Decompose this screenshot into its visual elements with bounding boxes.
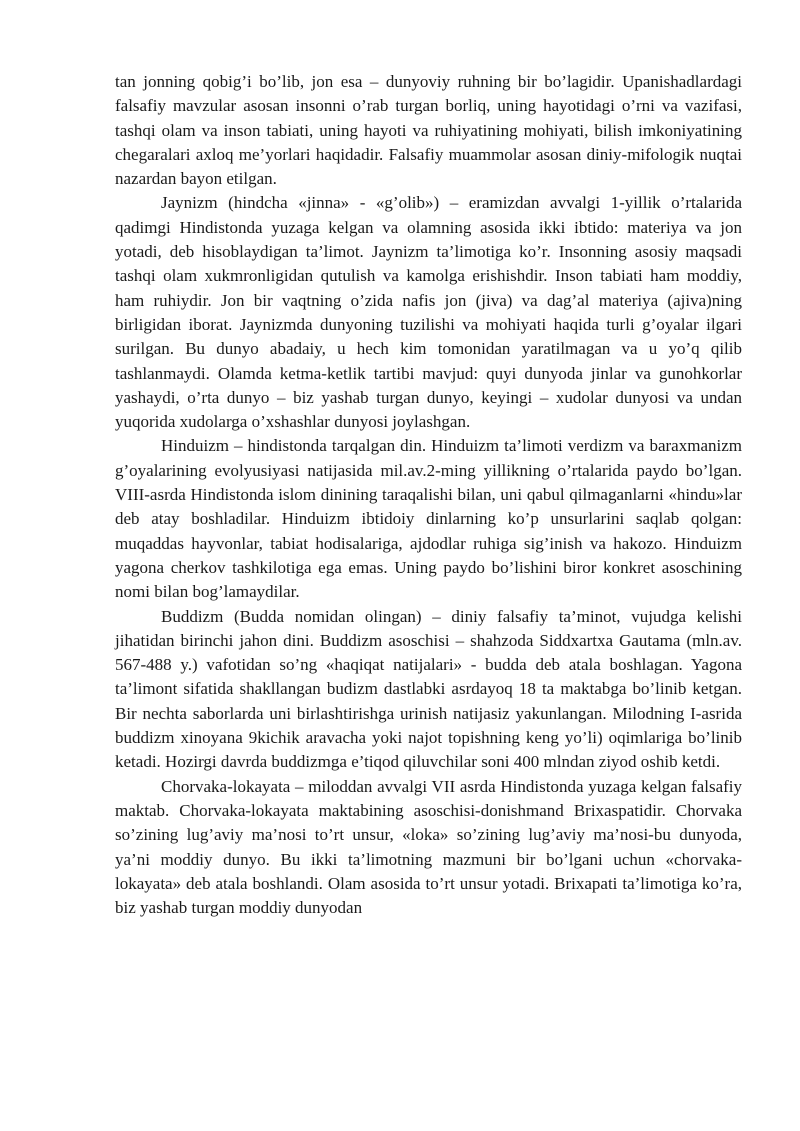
paragraph-charvaka-lokayata: Chorvaka-lokayata – miloddan avvalgi VII asrda Hindistonda yuzaga kelgan falsafiy maktab. Chorvaka-lokayata maktabining asoschisi-donishmand Brixaspatidir. Chorvaka so’zining lug’aviy ma’nosi to’rt unsur, «loka» so’zining lug’aviy ma’nosi-bu dunyoda, ya’ni moddiy dunyo. Bu ikki ta’limotning mazmuni bir bo’lgani uchun «chorvaka-lokayata» deb atala boshlandi. Olam asosida to’rt unsur yotadi. Brixapati ta’limotiga ko’ra, biz yashab turgan moddiy dunyodan bbox=[115, 776, 742, 918]
paragraph-buddhism: Buddizm (Budda nomidan olingan) – diniy falsafiy ta’minot, vujudga kelishi jihatidan birinchi jahon dini. Buddizm asoschisi – shahzoda Siddxartxa Gautama (mln.av. 567-488 y.) vafotidan so’ng «haqiqat natijalari» - budda deb atala boshlagan. Yagona ta’limont sifatida shakllangan budizm dastlabki asrdayoq 18 ta maktabga bo’linib ketgan. Bir nechta saborlarda uni birlashtirishga urinish natijasiz yakunlangan. Milodning I-asrida buddizm xinoyana 9kichik aravacha yoki najot topishning keng yo’li) oqimlariga bo’linib ketadi. Hozirgi davrda buddizmga e’tiqod qiluvchilar soni 400 mlndan ziyod oshib ketdi. bbox=[115, 606, 742, 772]
paragraph-upanishads: tan jonning qobig’i bo’lib, jon esa – dunyoviy ruhning bir bo’lagidir. Upanishadlardagi falsafiy mavzular asosan insonni o’rab turgan borliq, uning hayotidagi o’rni va vazifasi, tashqi olam va inson tabiati, uning hayoti va ruhiyatining mohiyati, bilish imkoniyatining chegaralari axloq me’yorlari haqidadir. Falsafiy muammolar asosan diniy-mifologik nuqtai nazardan bayon etilgan. bbox=[115, 72, 742, 189]
document-page bbox=[115, 70, 742, 920]
paragraph-hinduism: Hinduizm – hindistonda tarqalgan din. Hinduizm ta’limoti verdizm va baraxmanizm g’oyalarining evolyusiyasi natijasida mil.av.2-ming yillikning o’rtalarida paydo bo’lgan. VIII-asrda Hindistonda islom dinining taraqalishi bilan, uni qabul qilmaganlarni «hindu»lar deb atay boshladilar. Hinduizm ibtidoiy dinlarning ko’p unsurlarini saqlab qolgan: muqaddas hayvonlar, tabiat hodisalariga, ajdodlar ruhiga sig’inish va hakozo. Hinduizm yagona cherkov tashkilotiga ega emas. Uning paydo bo’lishini biror konkret asoschining nomi bilan bog’lamaydilar. bbox=[115, 436, 742, 602]
paragraph-jainism: Jaynizm (hindcha «jinna» - «g’olib») – eramizdan avvalgi 1-yillik o’rtalarida qadimgi Hindistonda yuzaga kelgan va olamning asosida ikki ibtido: materiya va jon yotadi, deb hisoblaydigan ta’limot. Jaynizm ta’limotiga ko’r. Insonning asosiy maqsadi tashqi olam xukmronligidan qutulish va kamolga erishishdir. Inson tabiati ham moddiy, ham ruhiydir. Jon bir vaqtning o’zida nafis jon (jiva) va dag’al materiya (ajiva)ning birligidan iborat. Jaynizmda dunyoning tuzilishi va mohiyati haqida turli g’oyalar ilgari surilgan. Bu dunyo abadaiy, u hech kim tomonidan yaratilmagan va u yo’q qilib tashlanmaydi. Olamda ketma-ketlik tartibi mavjud: quyi dunyoda jinlar va gunohkorlar yashaydi, o’rta dunyo – biz yashab turgan dunyo, keyingi – xudolar dunyosi va undan yuqorida xudolarga o’xshashlar dunyosi joylashgan. bbox=[115, 193, 742, 432]
